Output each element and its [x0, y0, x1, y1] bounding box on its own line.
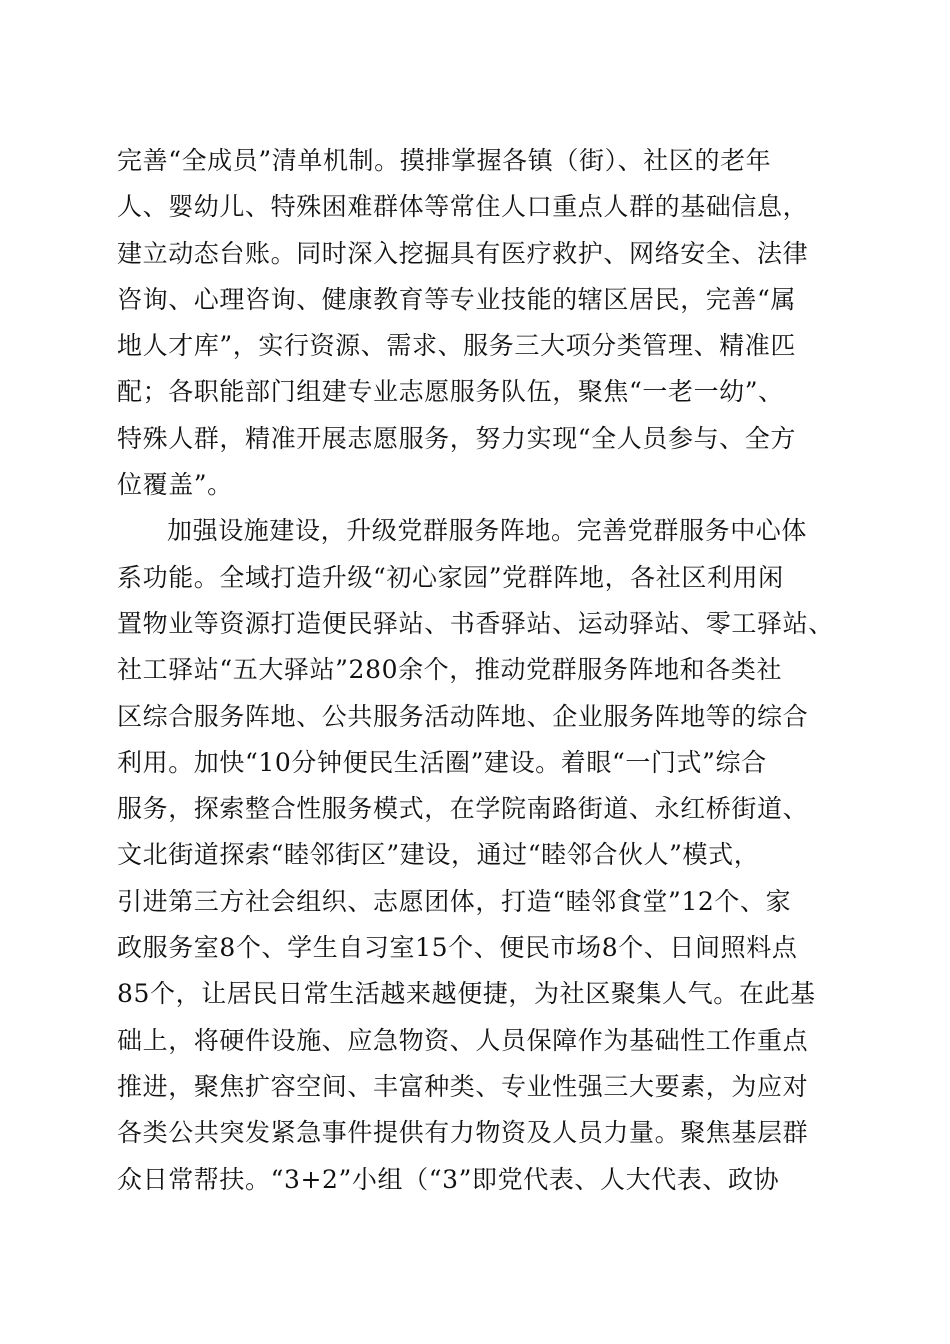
text-line: 系功能。全域打造升级“初心家园”党群阵地，各社区利用闲 [117, 562, 784, 592]
text-line: 利用。加快“10分钟便民生活圈”建设。着眼“一门式”综合 [117, 747, 767, 777]
text-line: 社工驿站“五大驿站”280余个，推动党群服务阵地和各类社 [117, 655, 783, 685]
text-line: 位覆盖”。 [117, 470, 233, 500]
text-line: 置物业等资源打造便民驿站、书香驿站、运动驿站、零工驿站、 [117, 608, 834, 638]
text-line: 础上，将硬件设施、应急物资、人员保障作为基础性工作重点 [117, 1025, 809, 1055]
body-text [117, 138, 834, 1203]
paragraph-start-line: 加强设施建设，升级党群服务阵地。完善党群服务中心体 [167, 516, 808, 546]
text-line: 众日常帮扶。“3+2”小组（“3”即党代表、人大代表、政协 [117, 1164, 780, 1194]
text-line: 咨询、心理咨询、健康教育等专业技能的辖区居民，完善“属 [117, 284, 796, 314]
text-line: 完善“全成员”清单机制。摸排掌握各镇（街）、社区的老年 [117, 146, 772, 175]
text-line: 特殊人群，精准开展志愿服务，努力实现“全人员参与、全方 [117, 423, 796, 453]
text-line: 政服务室8个、学生自习室15个、便民市场8个、日间照料点 [117, 933, 798, 963]
text-line: 引进第三方社会组织、志愿团体，打造“睦邻食堂”12个、家 [117, 886, 792, 916]
text-line: 人、婴幼儿、特殊困难群体等常住人口重点人群的基础信息， [117, 192, 809, 222]
text-line: 各类公共突发紧急事件提供有力物资及人员力量。聚焦基层群 [117, 1118, 809, 1148]
text-line: 区综合服务阵地、公共服务活动阵地、企业服务阵地等的综合 [117, 701, 809, 731]
text-line: 服务，探索整合性服务模式，在学院南路街道、永红桥街道、 [117, 794, 809, 824]
text-line: 85个，让居民日常生活越来越便捷，为社区聚集人气。在此基 [117, 979, 816, 1009]
text-line: 地人才库”，实行资源、需求、服务三大项分类管理、精准匹 [117, 331, 796, 361]
text-line: 推进，聚焦扩容空间、丰富种类、专业性强三大要素，为应对 [117, 1071, 809, 1101]
text-line: 配；各职能部门组建专业志愿服务队伍，聚焦“一老一幼”、 [117, 377, 784, 407]
text-line: 建立动态台账。同时深入挖掘具有医疗救护、网络安全、法律 [117, 238, 809, 268]
text-line: 文北街道探索“睦邻街区”建设，通过“睦邻合伙人”模式， [117, 840, 760, 870]
